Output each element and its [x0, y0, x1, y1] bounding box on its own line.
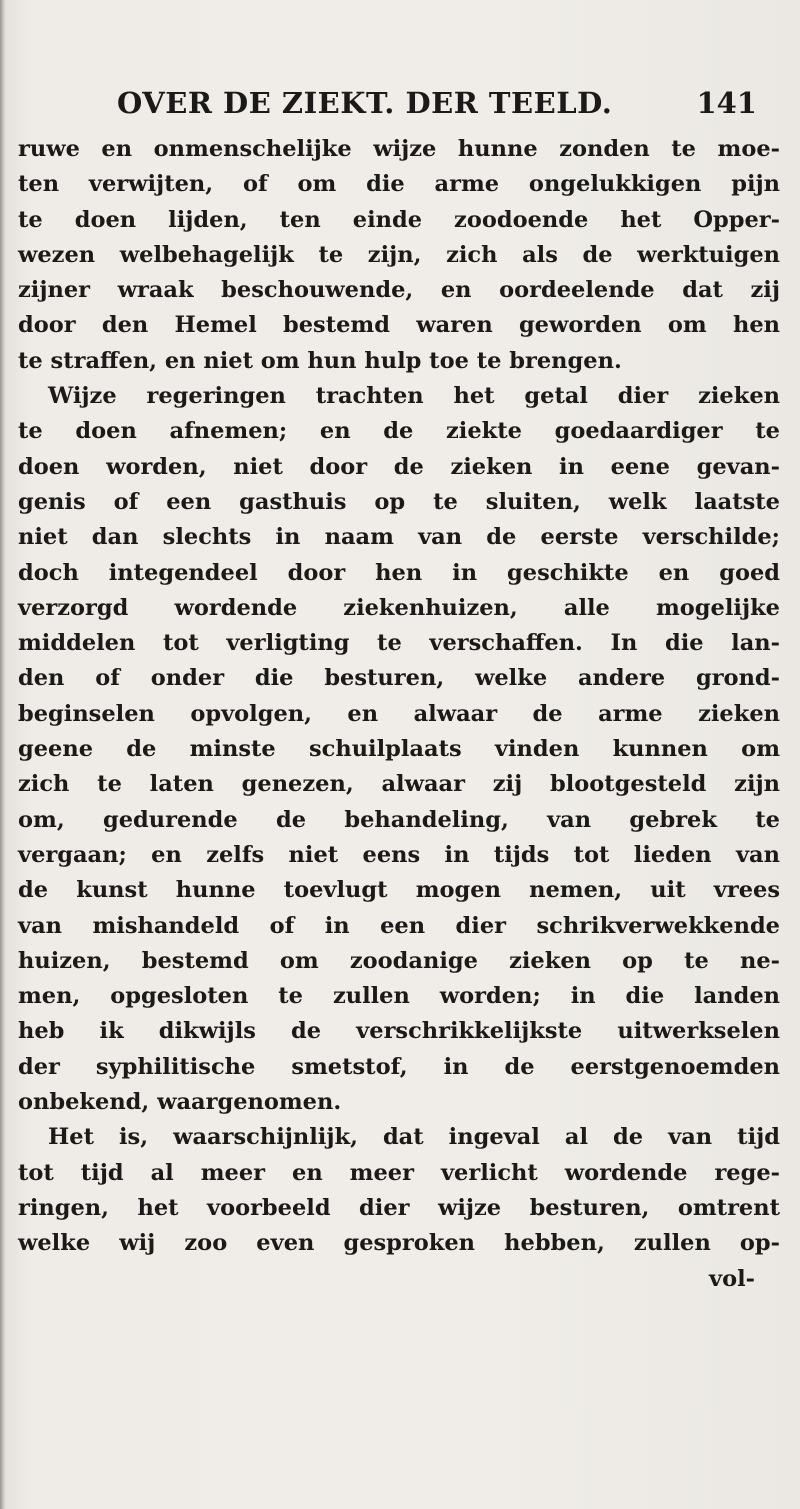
catchword: vol-	[709, 1265, 755, 1292]
running-title: OVER DE ZIEKT. DER TEELD.	[117, 86, 613, 120]
page-number: 141	[696, 86, 757, 120]
text-line: door den Hemel bestemd waren geworden om hen	[18, 312, 780, 339]
text-line: onbekend, waargenomen.	[18, 1089, 342, 1116]
text-line: tot tijd al meer en meer verlicht wordende rege-	[18, 1159, 780, 1186]
text-line: niet dan slechts in naam van de eerste verschilde;	[18, 524, 780, 551]
text-line: de kunst hunne toevlugt mogen nemen, uit vrees	[18, 877, 780, 904]
text-line: den of onder die besturen, welke andere grond-	[18, 665, 780, 692]
text-line: heb ik dikwijls de verschrikkelijkste uitwerkselen	[18, 1018, 780, 1045]
text-line: te doen afnemen; en de ziekte goedaardiger te	[18, 418, 780, 445]
text-line: ringen, het voorbeeld dier wijze besturen, omtrent	[18, 1194, 780, 1221]
text-line: te straffen, en niet om hun hulp toe te brengen.	[18, 347, 622, 374]
text-line: der syphilitische smetstof, in de eerstgenoemden	[18, 1053, 780, 1080]
text-line: welke wij zoo even gesproken hebben, zullen op-	[18, 1230, 780, 1257]
text-line: ten verwijten, of om die arme ongelukkigen pijn	[18, 171, 780, 198]
text-line: beginselen opvolgen, en alwaar de arme zieken	[18, 700, 780, 727]
page-header	[117, 86, 777, 126]
text-line: zich te laten genezen, alwaar zij blootgesteld zijn	[18, 771, 780, 798]
page-binding-edge	[0, 0, 6, 1509]
text-line: men, opgesloten te zullen worden; in die landen	[18, 983, 780, 1010]
text-line: wezen welbehagelijk te zijn, zich als de werktuigen	[18, 241, 780, 268]
text-line: geene de minste schuilplaats vinden kunnen om	[18, 736, 780, 763]
text-line: middelen tot verligting te verschaffen. In die lan-	[18, 630, 780, 657]
text-line: genis of een gasthuis op te sluiten, welk laatste	[18, 488, 780, 515]
text-line: van mishandeld of in een dier schrikverwekkende	[18, 912, 780, 939]
body-text	[18, 132, 788, 1297]
text-line: huizen, bestemd om zoodanige zieken op te ne-	[18, 947, 780, 974]
text-line: verzorgd wordende ziekenhuizen, alle mogelijke	[18, 594, 780, 621]
text-line: zijner wraak beschouwende, en oordeelende dat zij	[18, 277, 780, 304]
text-line: om, gedurende de behandeling, van gebrek te	[18, 806, 780, 833]
text-line: te doen lijden, ten einde zoodoende het Opper-	[18, 206, 780, 233]
text-line: ruwe en onmenschelijke wijze hunne zonden te moe-	[18, 136, 780, 162]
text-line: doen worden, niet door de zieken in eene gevan-	[18, 453, 780, 480]
text-line: Het is, waarschijnlijk, dat ingeval al de van tijd	[48, 1124, 780, 1151]
text-line: doch integendeel door hen in geschikte en goed	[18, 559, 780, 586]
text-line: Wijze regeringen trachten het getal dier zieken	[48, 383, 780, 410]
text-line: vergaan; en zelfs niet eens in tijds tot lieden van	[18, 841, 780, 868]
